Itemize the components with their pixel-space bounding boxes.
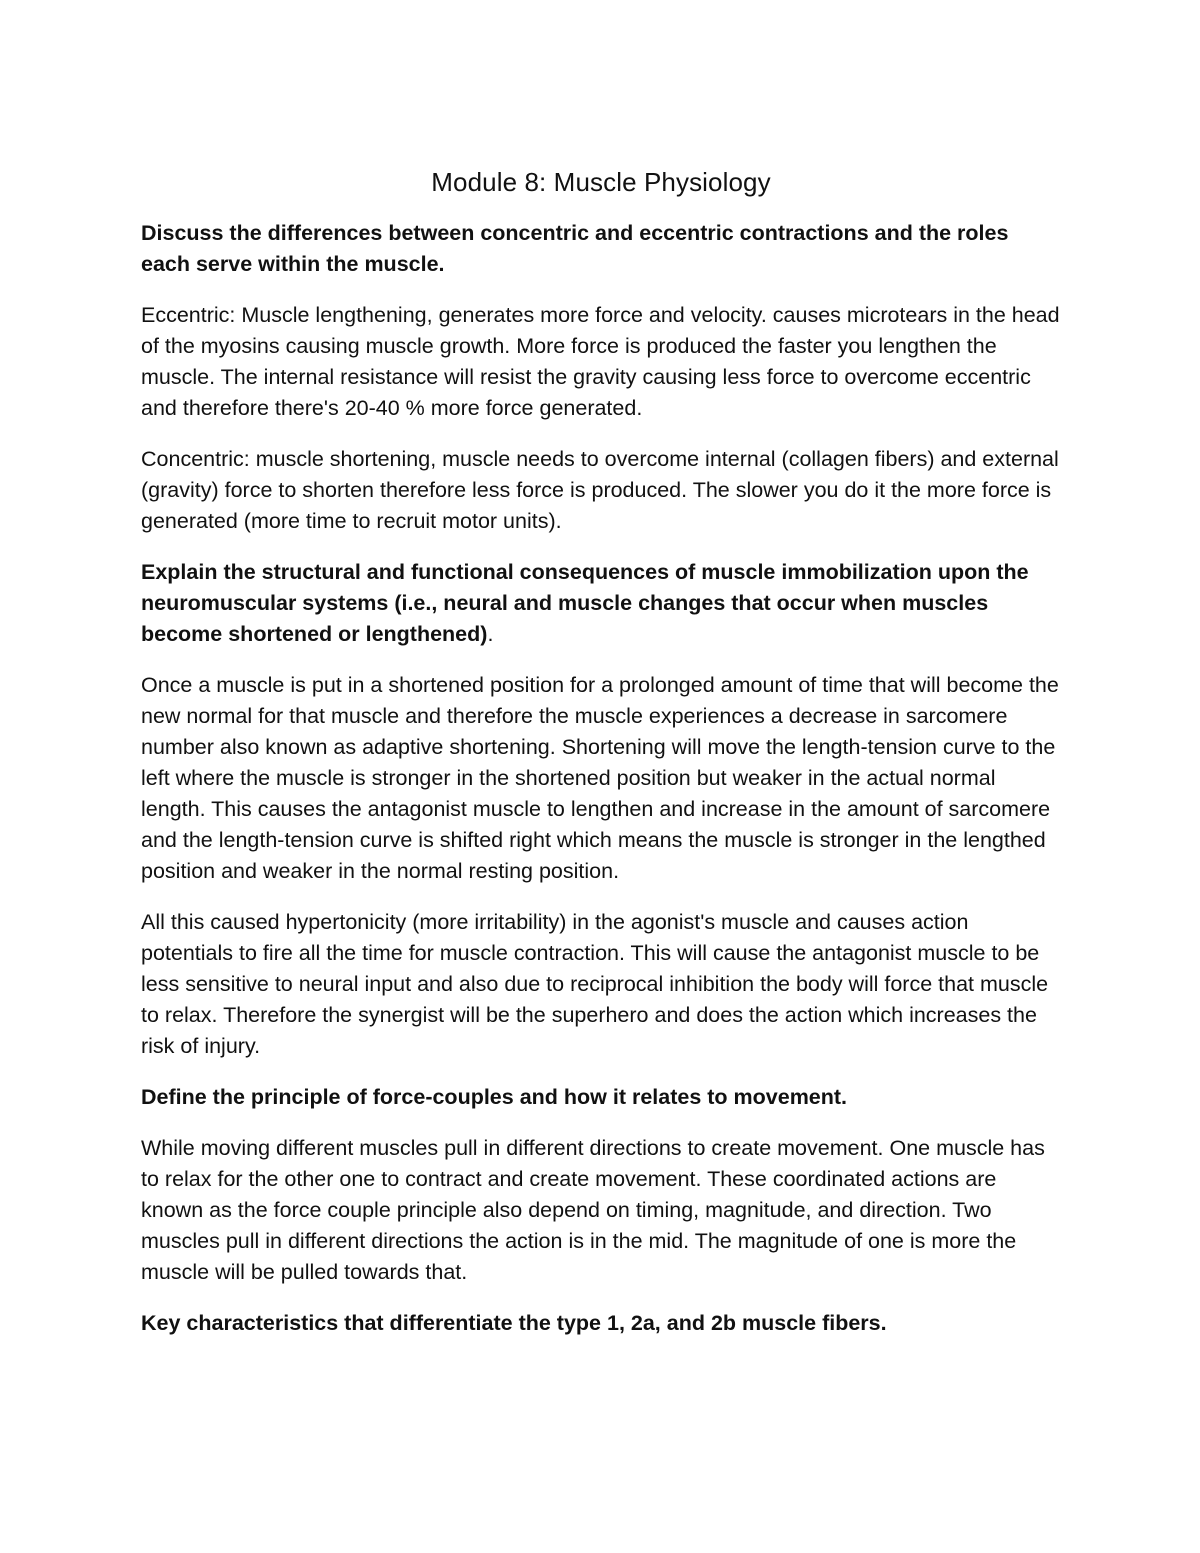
question-immobilization-period: . [487, 622, 494, 646]
document-page [141, 160, 1061, 1359]
question-muscle-fibers: Key characteristics that differentiate the type 1, 2a, and 2b muscle fibers. [141, 1311, 887, 1335]
answer-force-couples: While moving different muscles pull in different directions to create movement. One muscle has to relax for the other one to contract and create movement. These coordinated actions are known as the force couple principle also depend on timing, magnitude, and direction. Two muscles pull in different directions the action is in the mid. The magnitude of one is more the muscle will be pulled towards that. [141, 1136, 1045, 1284]
document-title: Module 8: Muscle Physiology [431, 167, 771, 197]
answer-concentric: Concentric: muscle shortening, muscle needs to overcome internal (collagen fibers) and external (gravity) force to shorten therefore less force is produced. The slower you do it the more force is generated (more time to recruit motor units). [141, 447, 1059, 533]
answer-shortened-position: Once a muscle is put in a shortened position for a prolonged amount of time that will become the new normal for that muscle and therefore the muscle experiences a decrease in sarcomere number also known as adaptive shortening. Shortening will move the length-tension curve to the left where the muscle is stronger in the shortened position but weaker in the actual normal length. This causes the antagonist muscle to lengthen and increase in the amount of sarcomere and the length-tension curve is shifted right which means the muscle is stronger in the lengthed position and weaker in the normal resting position. [141, 673, 1059, 883]
question-immobilization [141, 557, 1061, 650]
answer-eccentric: Eccentric: Muscle lengthening, generates more force and velocity. causes microtears in the head of the myosins causing muscle growth. More force is produced the faster you lengthen the muscle. The internal resistance will resist the gravity causing less force to overcome eccentric and therefore there's 20-40 % more force generated. [141, 303, 1060, 420]
question-immobilization-text: Explain the structural and functional consequences of muscle immobilization upon the neuromuscular systems (i.e., neural and muscle changes that occur when muscles become shortened or lengthened) [141, 560, 1029, 646]
answer-hypertonicity: All this caused hypertonicity (more irritability) in the agonist's muscle and causes action potentials to fire all the time for muscle contraction. This will cause the antagonist muscle to be less sensitive to neural input and also due to reciprocal inhibition the body will force that muscle to relax. Therefore the synergist will be the superhero and does the action which increases the risk of injury. [141, 910, 1049, 1058]
question-force-couples: Define the principle of force-couples and how it relates to movement. [141, 1085, 848, 1109]
question-contractions: Discuss the differences between concentric and eccentric contractions and the roles each serve within the muscle. [141, 221, 1009, 276]
